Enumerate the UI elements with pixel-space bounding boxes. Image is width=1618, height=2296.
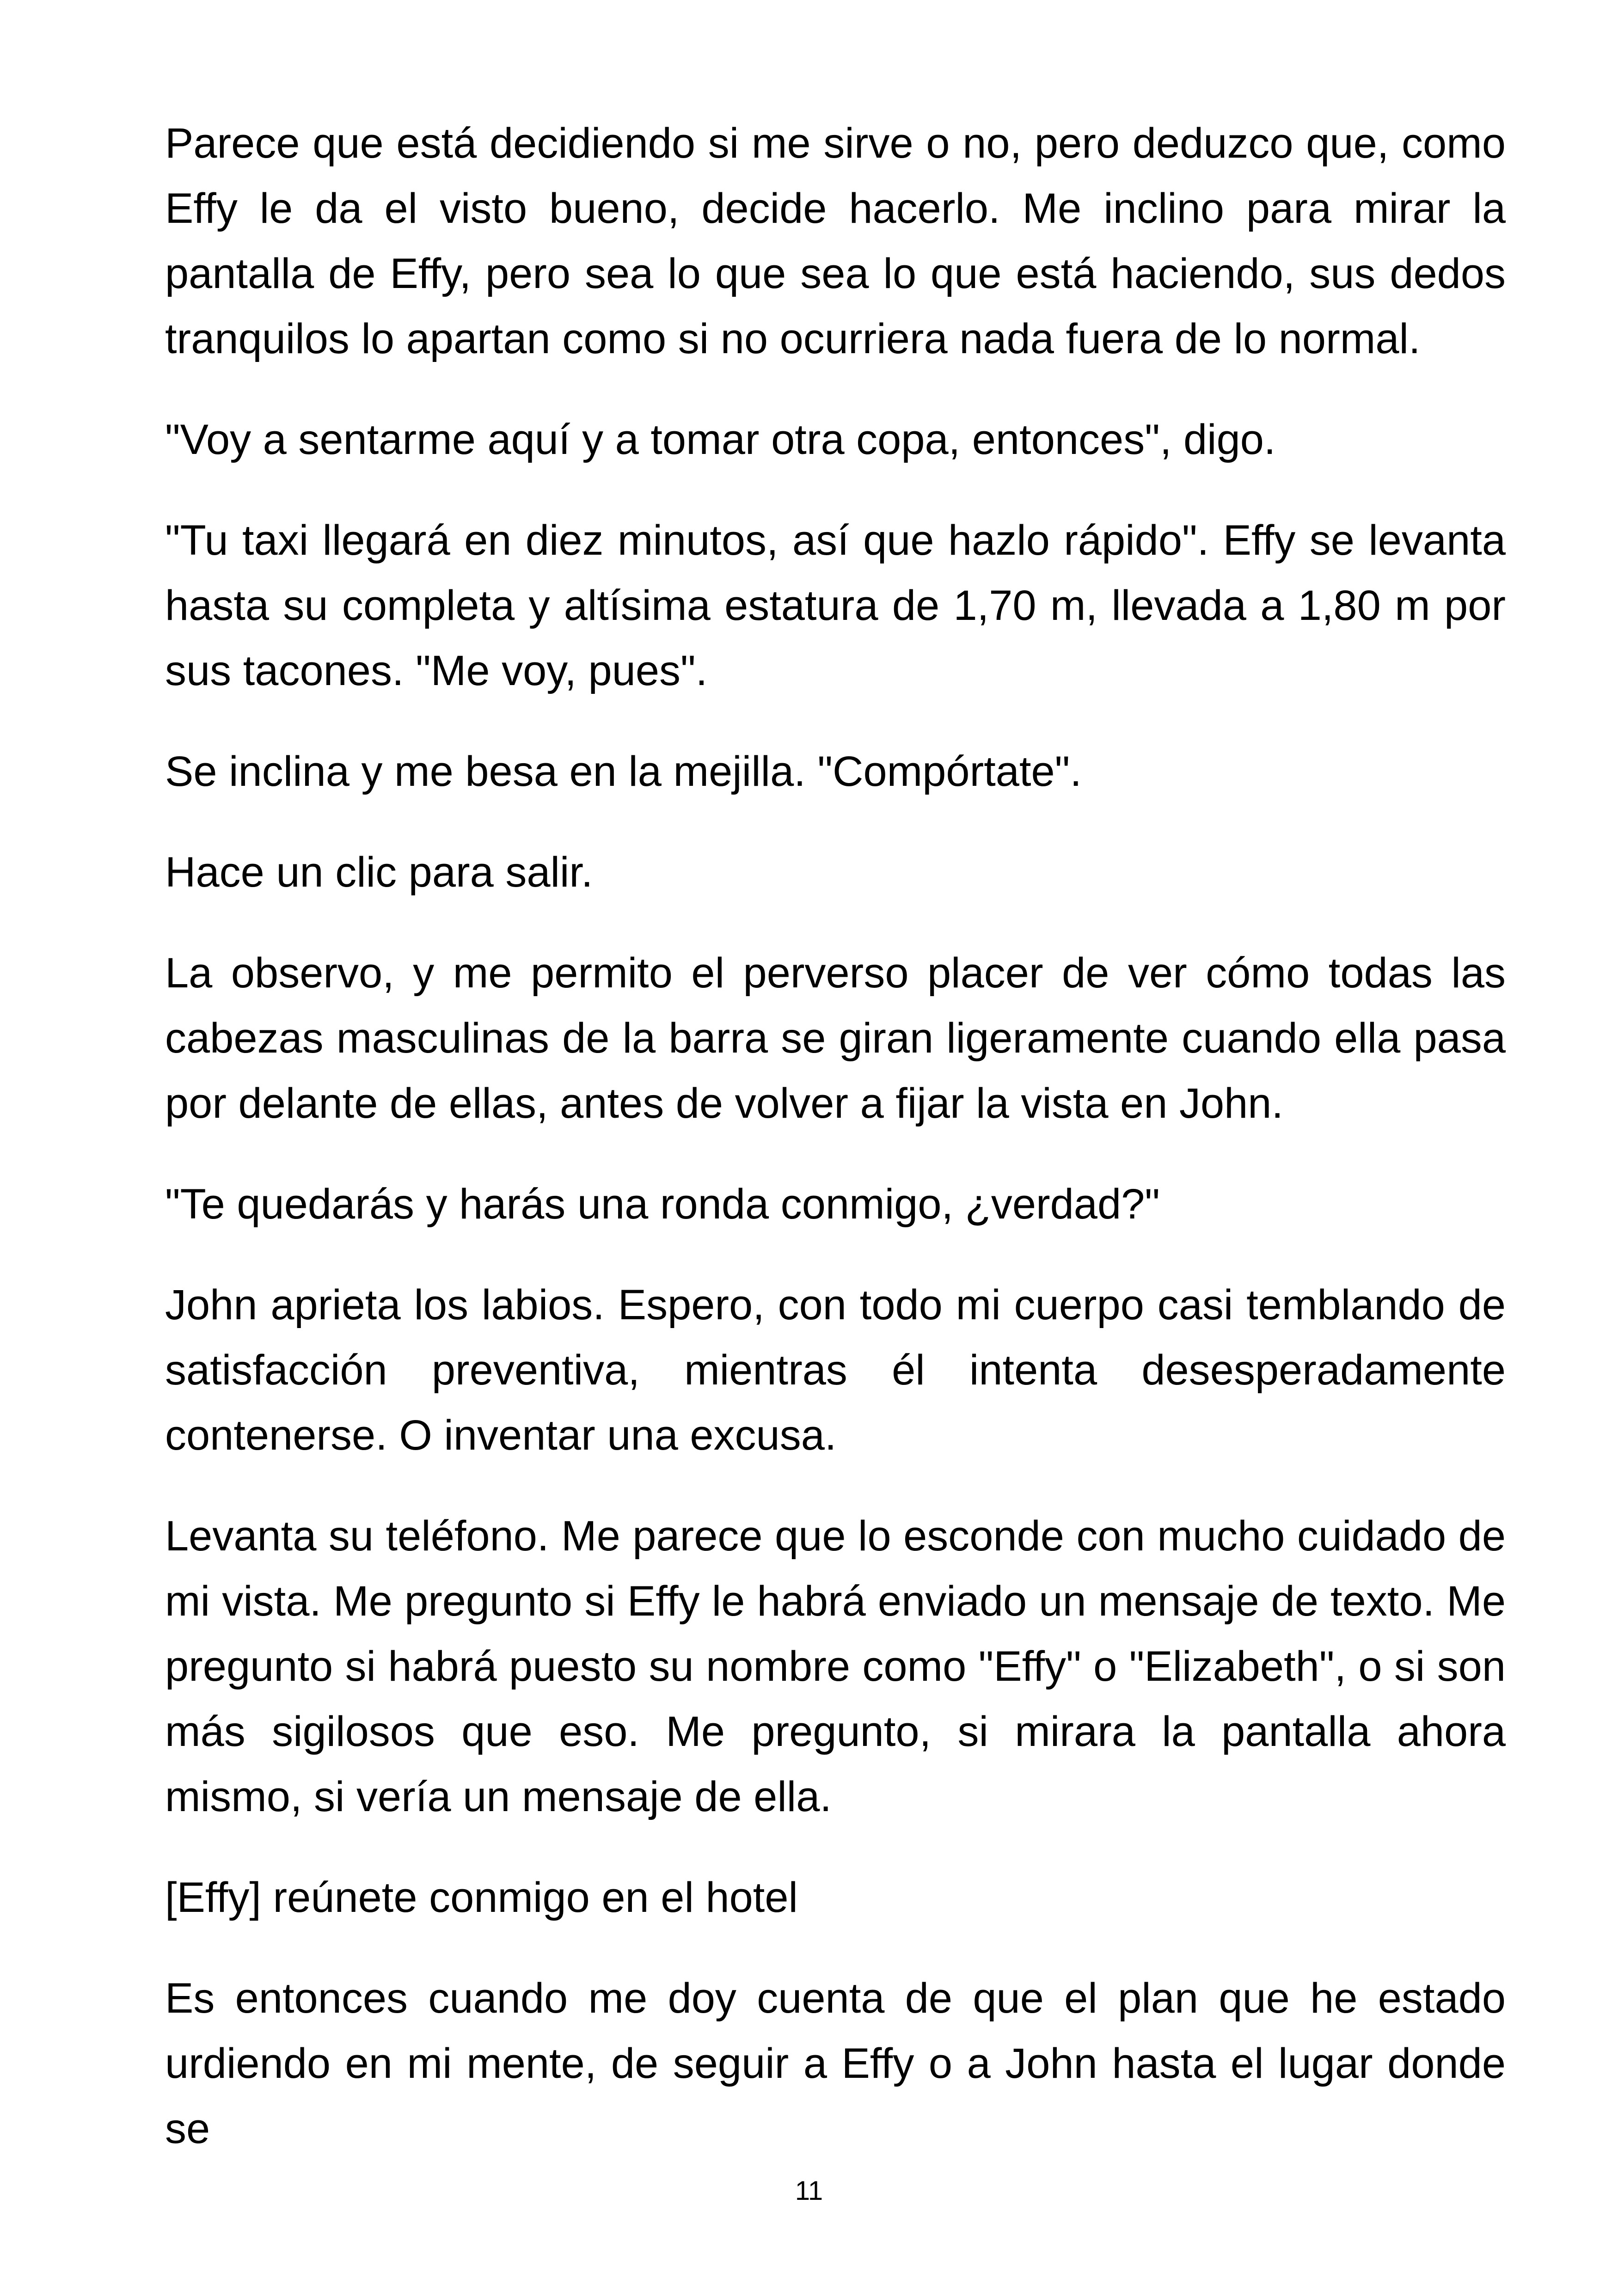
paragraph: [Effy] reúnete conmigo en el hotel <box>165 1874 798 1921</box>
paragraph: Parece que está decidiendo si me sirve o no, pero deduzco que, como Effy le da el visto bueno, decide hacerlo. Me inclino para mirar la pantalla de Effy, pero sea lo que sea lo que está haciendo, sus dedos tranquilos lo apartan como si no ocurriera nada fuera de lo normal. <box>165 120 1506 362</box>
page-number: 11 <box>795 2176 823 2206</box>
body-text <box>165 111 1506 2197</box>
paragraph: "Te quedarás y harás una ronda conmigo, ¿verdad?" <box>165 1181 1160 1228</box>
paragraph: "Voy a sentarme aquí y a tomar otra copa, entonces", digo. <box>165 416 1276 463</box>
paragraph: Hace un clic para salir. <box>165 849 593 896</box>
paragraph: La observo, y me permito el perverso placer de ver cómo todas las cabezas masculinas de la barra se giran ligeramente cuando ella pasa por delante de ellas, antes de volver a fijar la vista en John. <box>165 949 1506 1127</box>
paragraph: Es entonces cuando me doy cuenta de que el plan que he estado urdiendo en mi mente, de seguir a Effy o a John hasta el lugar donde se <box>165 1975 1506 2152</box>
paragraph: "Tu taxi llegará en diez minutos, así que hazlo rápido". Effy se levanta hasta su completa y altísima estatura de 1,70 m, llevada a 1,80 m por sus tacones. "Me voy, pues". <box>165 517 1506 694</box>
paragraph: John aprieta los labios. Espero, con todo mi cuerpo casi temblando de satisfacción preventiva, mientras él intenta desesperadamente contenerse. O inventar una excusa. <box>165 1281 1506 1459</box>
paragraph: Levanta su teléfono. Me parece que lo esconde con mucho cuidado de mi vista. Me pregunto si Effy le habrá enviado un mensaje de texto. Me pregunto si habrá puesto su nombre como "Effy" o "Elizabeth", o si son más sigilosos que eso. Me pregunto, si mirara la pantalla ahora mismo, si vería un mensaje de ella. <box>165 1512 1506 1820</box>
paragraph: Se inclina y me besa en la mejilla. "Compórtate". <box>165 748 1082 795</box>
